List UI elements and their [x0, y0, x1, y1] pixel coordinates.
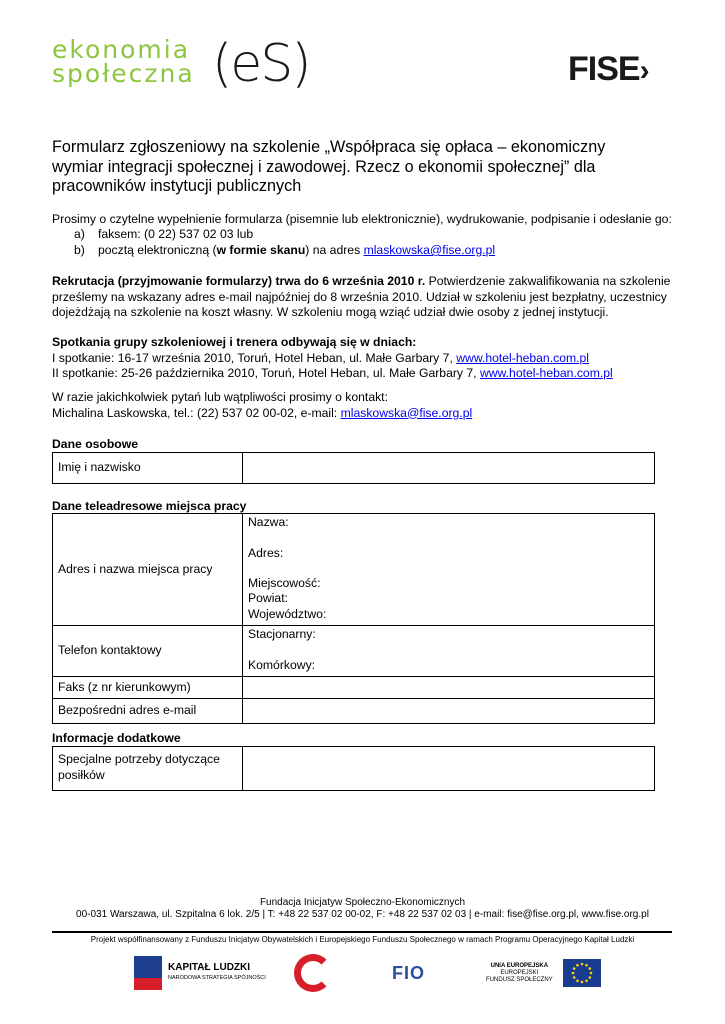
- ekonomia-spoleczna-logo: [52, 34, 310, 98]
- extra-table: [52, 746, 655, 791]
- kl-title: KAPITAŁ LUDZKI: [168, 962, 251, 973]
- list-item-fax: [74, 227, 253, 243]
- es-line1: ekonomia: [52, 35, 191, 64]
- field-miejscowosc: Miejscowość:: [248, 576, 321, 591]
- field-stacjonarny: Stacjonarny:: [248, 627, 316, 642]
- list-bold: w formie skanu: [216, 243, 306, 257]
- work-table: [52, 513, 655, 724]
- list-marker: a): [74, 227, 85, 241]
- email-label: Bezpośredni adres e-mail: [53, 698, 243, 723]
- kl-sub: NARODOWA STRATEGIA SPÓJNOŚCI: [168, 975, 266, 981]
- footer-org: Fundacja Inicjatyw Społeczno-Ekonomicznych: [259, 897, 466, 908]
- intro-text: Prosimy o czytelne wypełnienie formularza (pisemnie lub elektronicznie), wydrukowanie, podpisanie i odesłanie go:: [52, 212, 672, 226]
- cc-logo: [294, 953, 332, 993]
- kapital-ludzki-flag-icon: [134, 956, 162, 990]
- needs-field[interactable]: [243, 747, 655, 791]
- fise-text: FISE: [568, 50, 640, 88]
- name-field[interactable]: [243, 453, 655, 484]
- needs-label: Specjalne potrzeby dotyczące posiłków: [53, 747, 243, 791]
- eu-flag-icon: [563, 959, 601, 987]
- phone-label: Telefon kontaktowy: [53, 626, 243, 677]
- contact-line: Michalina Laskowska, tel.: (22) 537 02 00-02, e-mail:: [52, 405, 341, 420]
- contact-line: W razie jakichkolwiek pytań lub wątpliwości prosimy o kontakt:: [52, 390, 388, 404]
- phone-field[interactable]: [243, 626, 655, 677]
- meeting-2: II spotkanie: 25-26 października 2010, Toruń, Hotel Heban, ul. Małe Garbary 7,: [52, 366, 480, 380]
- cc-circle-icon: [294, 954, 332, 992]
- email-field[interactable]: [243, 698, 655, 723]
- contact-email-link[interactable]: mlaskowska@fise.org.pl: [340, 405, 473, 420]
- ue-text: [486, 963, 553, 984]
- fise-arrow-icon: ›: [639, 54, 649, 87]
- field-wojewodztwo: Województwo:: [248, 606, 327, 621]
- recruitment-line: prześlemy na wskazany adres e-mail najpóźniej do 8 września 2010. Udział w szkoleniu jest bezpłatny, uczestnicy: [52, 289, 667, 304]
- eu-stars-icon: [563, 959, 601, 987]
- ue-logo: [486, 953, 601, 993]
- footer-project: Projekt współfinansowany z Funduszu Inicjatyw Obywatelskich i Europejskiego Funduszu Społecznego w ramach Programu Operacyjnego Kapitał Ludzki: [90, 935, 635, 944]
- list-item-email: [74, 243, 495, 259]
- footer-divider: [52, 931, 672, 933]
- section-work: Dane teleadresowe miejsca pracy: [52, 499, 247, 513]
- section-personal: Dane osobowe: [52, 437, 139, 451]
- meetings-heading: Spotkania grupy szkoleniowej i trenera odbywają się w dniach:: [52, 335, 417, 349]
- footer-address: 00-031 Warszawa, ul. Szpitalna 6 lok. 2/5 | T: +48 22 537 02 00-02, F: +48 22 537 02 03 | e-mail: fise@fise.org.pl, www.fise.org.pl: [76, 909, 649, 920]
- personal-table: [52, 452, 655, 484]
- kapital-ludzki-text: [168, 962, 266, 984]
- fio-block: [392, 963, 425, 984]
- fax-field[interactable]: [243, 676, 655, 698]
- fise-logo: [568, 50, 649, 89]
- es-mark: (eS): [212, 34, 310, 94]
- list-text: pocztą elektroniczną (: [98, 243, 217, 257]
- email-link[interactable]: mlaskowska@fise.org.pl: [363, 243, 496, 257]
- fio-logo: [392, 953, 425, 993]
- fio-text: FIO: [392, 962, 425, 983]
- contact-text: [52, 390, 682, 421]
- es-logo-text: [52, 35, 195, 88]
- list-marker: b): [74, 243, 85, 257]
- field-nazwa: Nazwa:: [248, 515, 289, 529]
- document-title: Formularz zgłoszeniowy na szkolenie „Współpraca się opłaca – ekonomiczny wymiar integracji społecznej i zawodowej. Rzecz o ekonomii społecznej” dla pracowników instytucji publicznych: [52, 138, 606, 195]
- kapital-ludzki-logo: [134, 953, 266, 993]
- section-extra: Informacje dodatkowe: [52, 731, 181, 745]
- recruitment-deadline: Rekrutacja (przyjmowanie formularzy) trwa do 6 września 2010 r.: [52, 274, 426, 288]
- name-label: Imię i nazwisko: [53, 453, 243, 484]
- es-line2: społeczna: [52, 59, 195, 88]
- meeting-1: I spotkanie: 16-17 września 2010, Toruń, Hotel Heban, ul. Małe Garbary 7,: [52, 350, 457, 365]
- list-text: faksem: (0 22) 537 02 03 lub: [98, 227, 254, 241]
- meetings-text: [52, 335, 682, 382]
- list-text: ) na adres: [305, 243, 364, 257]
- field-komorkowy: Komórkowy:: [248, 657, 316, 672]
- address-field[interactable]: [243, 514, 655, 626]
- ue-line1: UNIA EUROPEJSKA: [490, 962, 549, 969]
- hotel-link[interactable]: www.hotel-heban.com.pl: [456, 350, 589, 365]
- recruitment-line: Potwierdzenie zakwalifikowania na szkolenie: [425, 274, 671, 288]
- recruitment-line: dojeżdżają na szkolenie na koszt własny. W szkoleniu mogą wziąć udział dwie osoby z jednej instytucji.: [52, 305, 609, 319]
- ue-line2: EUROPEJSKI: [500, 969, 539, 976]
- field-powiat: Powiat:: [248, 591, 288, 606]
- hotel-link[interactable]: www.hotel-heban.com.pl: [479, 366, 613, 380]
- recruitment-text: [52, 274, 682, 321]
- field-adres: Adres:: [248, 545, 284, 560]
- ue-line3: FUNDUSZ SPOŁECZNY: [486, 976, 553, 983]
- fax-label: Faks (z nr kierunkowym): [53, 676, 243, 698]
- address-label: Adres i nazwa miejsca pracy: [53, 514, 243, 626]
